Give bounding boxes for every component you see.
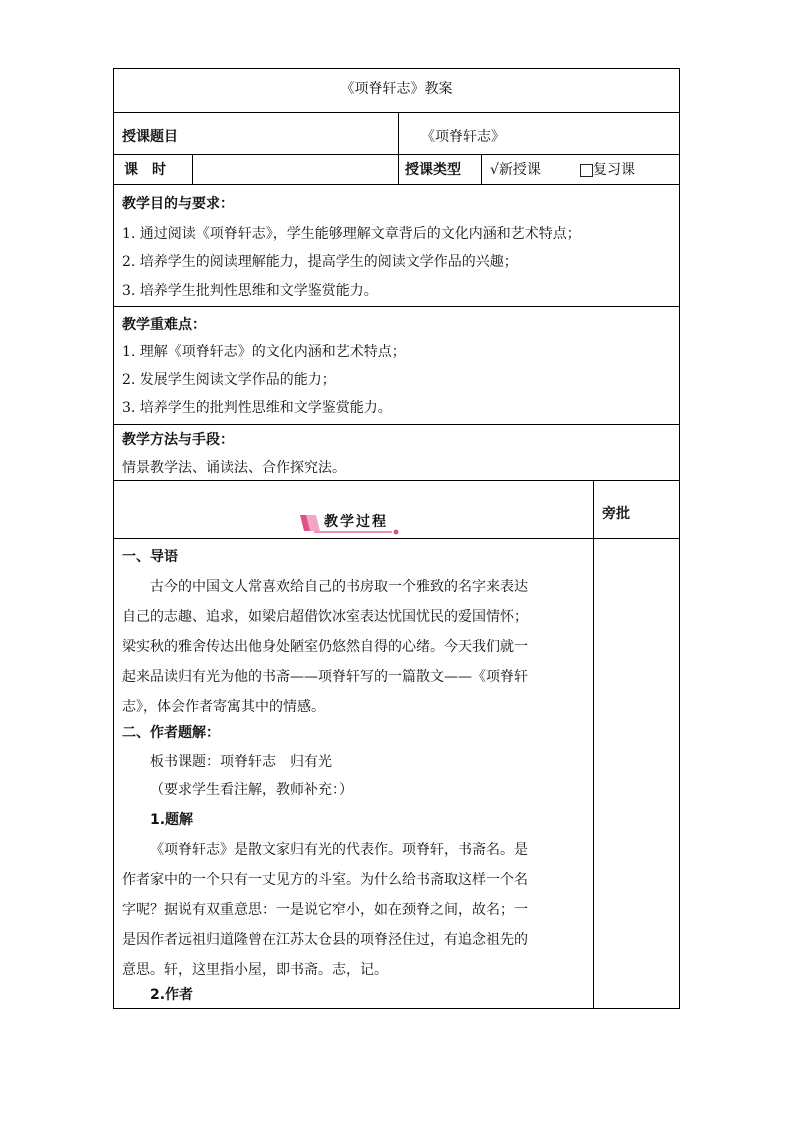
topic-value: 《项脊轩志》 xyxy=(421,129,505,145)
key-point-item: 3. 培养学生的批判性思维和文学鉴赏能力。 xyxy=(122,400,392,416)
objective-item: 2. 培养学生的阅读理解能力，提高学生的阅读文学作品的兴趣； xyxy=(122,254,518,270)
topic-label: 授课题目 xyxy=(122,129,178,145)
methods-section xyxy=(114,425,679,481)
paragraph-line: 意思。轩，这里指小屋，即书斋。志，记。 xyxy=(122,962,388,978)
hours-label: 课 时 xyxy=(124,162,166,178)
type-label: 授课类型 xyxy=(405,162,461,178)
section-heading: 一、导语 xyxy=(122,549,178,565)
key-point-item: 2. 发展学生阅读文学作品的能力； xyxy=(122,372,336,388)
board-title: 板书课题：项脊轩志 归有光 xyxy=(150,754,332,770)
paragraph-line: 自己的志趣、追求，如梁启超借饮冰室表达忧国忧民的爱国情怀； xyxy=(122,609,528,625)
divider xyxy=(593,481,594,538)
divider xyxy=(398,113,399,154)
process-header-row xyxy=(114,481,679,539)
objective-item: 3. 培养学生批判性思维和文学鉴赏能力。 xyxy=(122,283,378,299)
intro-paragraph xyxy=(122,572,589,722)
methods-text: 情景教学法、诵读法、合作探究法。 xyxy=(122,460,346,476)
subsection-heading: 2.作者 xyxy=(150,987,194,1003)
paragraph-line: 字呢？据说有双重意思：一是说它窄小，如在颈脊之间，故名；一 xyxy=(122,902,528,918)
paragraph-line: 作者家中的一个只有一丈见方的斗室。为什么给书斋取这样一个名 xyxy=(122,872,528,888)
paragraph-line: 是因作者远祖归道隆曾在江苏太仓县的项脊泾住过，有追念祖先的 xyxy=(122,932,528,948)
objective-item: 1. 通过阅读《项脊轩志》，学生能够理解文章背后的文化内涵和艺术特点； xyxy=(122,226,581,242)
paragraph-line: 《项脊轩志》是散文家归有光的代表作。项脊轩，书斋名。是 xyxy=(150,842,528,858)
objectives-section xyxy=(114,185,679,307)
process-banner xyxy=(300,511,406,535)
hours-type-row xyxy=(114,155,679,185)
process-body xyxy=(114,539,679,1008)
divider xyxy=(398,155,399,184)
objectives-heading: 教学目的与要求： xyxy=(122,196,234,212)
title-explanation-paragraph xyxy=(122,835,589,985)
lesson-plan-table xyxy=(113,68,680,1009)
paragraph-line: 梁实秋的雅舍传达出他身处陋室仍悠然自得的心绪。今天我们就一 xyxy=(122,639,528,655)
key-points-heading: 教学重难点： xyxy=(122,317,206,333)
process-banner-label: 教学过程 xyxy=(324,514,388,530)
paragraph-line: 古今的中国文人常喜欢给自己的书房取一个雅致的名字来表达 xyxy=(150,579,528,595)
subsection-heading: 1.题解 xyxy=(150,812,194,828)
divider xyxy=(593,539,594,1008)
divider xyxy=(192,155,193,184)
topic-row xyxy=(114,113,679,155)
key-points-section xyxy=(114,307,679,425)
methods-heading: 教学方法与手段： xyxy=(122,432,234,448)
document-title: 《项脊轩志》教案 xyxy=(340,81,453,97)
teacher-note: （要求学生看注解，教师补充：） xyxy=(150,782,353,798)
paragraph-line: 起来品读归有光为他的书斋——项脊轩写的一篇散文——《项脊轩 xyxy=(122,669,528,685)
type-option-new[interactable]: √新授课 xyxy=(490,162,541,178)
paragraph-line: 志》，体会作者寄寓其中的情感。 xyxy=(122,699,325,715)
title-row xyxy=(114,69,679,113)
side-notes-label: 旁批 xyxy=(602,506,630,522)
section-heading: 二、作者题解： xyxy=(122,725,220,741)
type-option-review[interactable]: 复习课 xyxy=(593,162,635,178)
key-point-item: 1. 理解《项脊轩志》的文化内涵和艺术特点； xyxy=(122,344,406,360)
review-checkbox[interactable] xyxy=(580,164,593,177)
divider xyxy=(481,155,482,184)
